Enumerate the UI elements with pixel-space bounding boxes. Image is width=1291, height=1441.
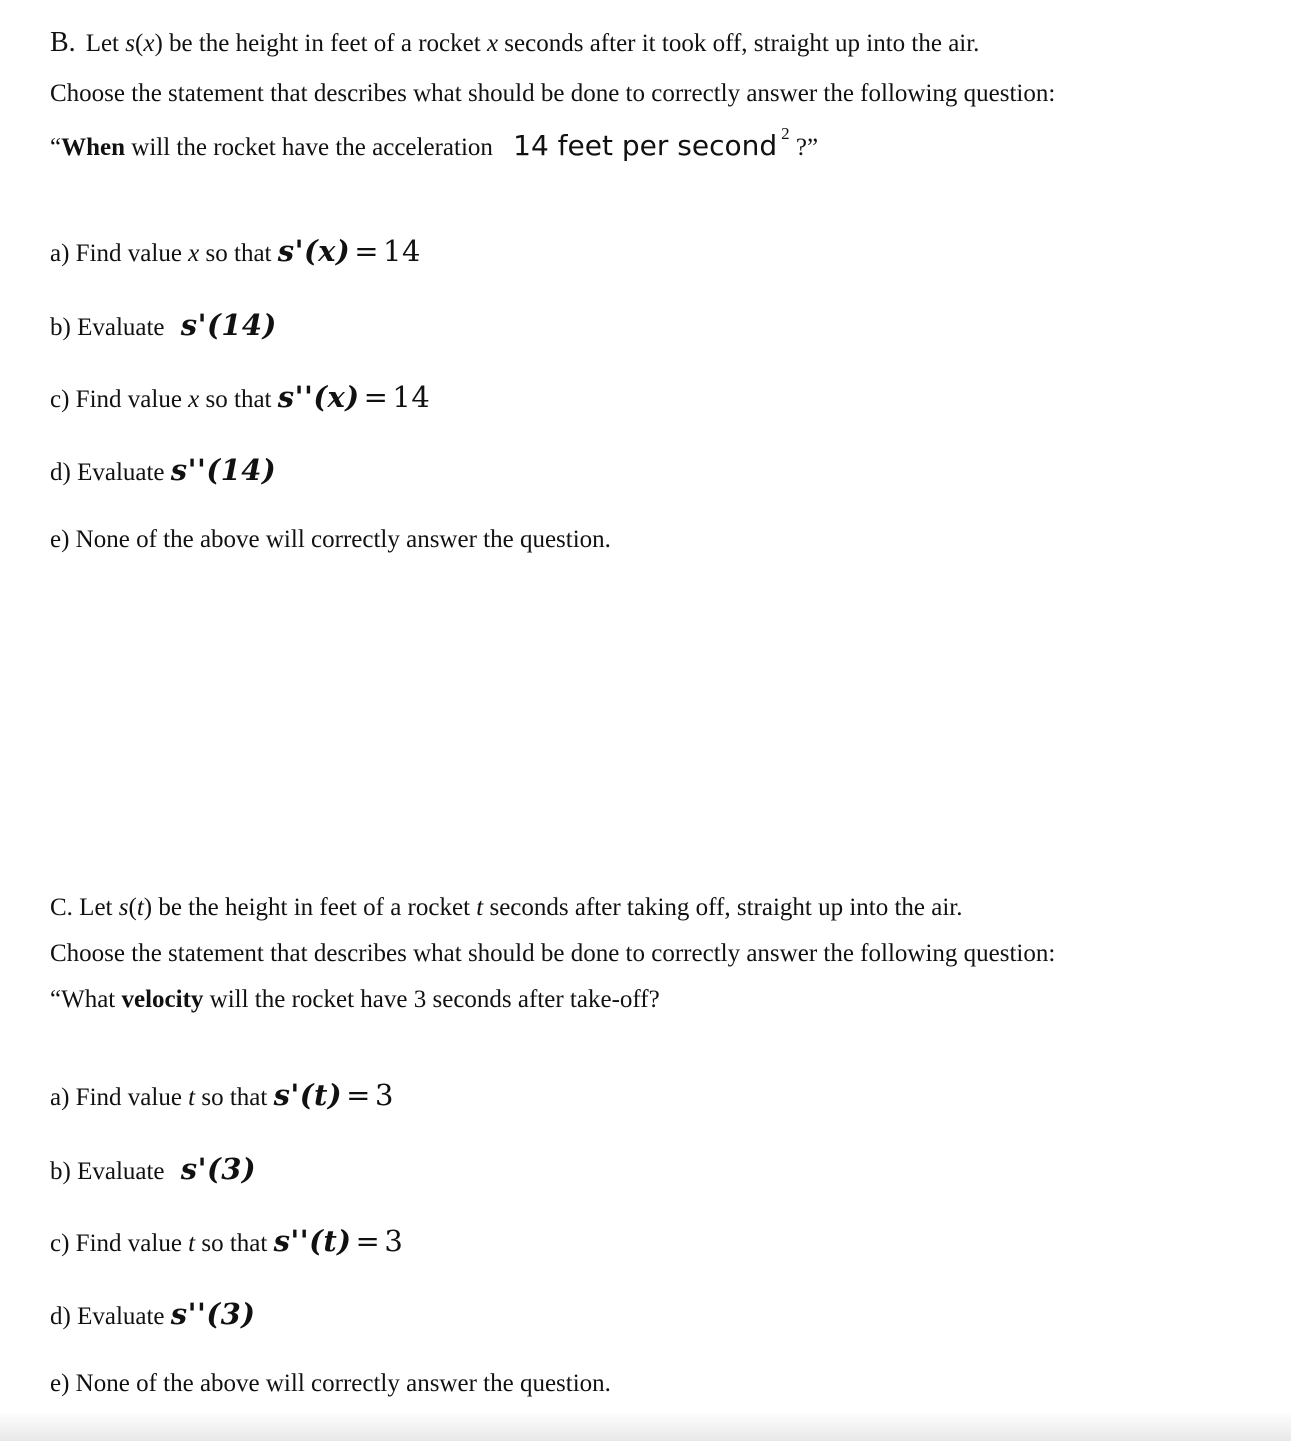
option-math: s'(3): [180, 1152, 257, 1186]
intro-text-3: ) be the height in feet of a rocket: [154, 30, 487, 57]
intro-var-2: x: [486, 30, 499, 57]
option-c-b: [50, 1154, 256, 1187]
option-var: t: [188, 1230, 196, 1257]
section-c-intro: [50, 893, 963, 923]
option-b-a: [50, 236, 421, 269]
option-mid: so that: [199, 240, 278, 267]
question-open: “What: [50, 986, 122, 1013]
question-bold: velocity: [121, 986, 204, 1013]
option-b-e: e) None of the above will correctly answer the question.: [50, 526, 611, 553]
intro-var: t: [136, 894, 144, 921]
option-c-a: [50, 1080, 394, 1113]
option-math: s''(14): [170, 453, 277, 487]
option-math: s'(14): [180, 308, 277, 342]
option-lead: a) Find value: [50, 240, 189, 267]
option-var: x: [188, 386, 200, 413]
section-c-question: [50, 985, 660, 1015]
option-lead: b) Evaluate: [50, 1158, 171, 1185]
option-lead: b) Evaluate: [50, 314, 171, 341]
intro-text-3: ) be the height in feet of a rocket: [143, 894, 477, 921]
option-math: s''(x) = 14: [277, 380, 431, 414]
option-b-d: [50, 455, 276, 488]
section-b-question: [50, 124, 819, 165]
option-lead: c) Find value: [50, 386, 189, 413]
section-b-label: B.: [50, 27, 76, 58]
question-rest: will the rocket have 3 seconds after take-off?: [203, 986, 660, 1013]
intro-text-1: Let: [85, 30, 126, 57]
option-math: s'(x) = 14: [277, 234, 421, 268]
question-exponent: 2: [781, 124, 790, 143]
question-unit: 14 feet per second: [513, 129, 778, 162]
question-bold: When: [61, 134, 126, 161]
option-lead: d) Evaluate: [50, 459, 171, 486]
page-bottom-shadow: [0, 1411, 1291, 1441]
section-c-instruction: Choose the statement that describes what should be done to correctly answer the following question:: [50, 940, 1056, 967]
option-mid: so that: [199, 386, 278, 413]
option-var: x: [188, 240, 200, 267]
option-lead: a) Find value: [50, 1084, 189, 1111]
question-open: “: [50, 134, 62, 161]
intro-text-4: seconds after taking off, straight up into the air.: [483, 894, 963, 921]
option-math: s''(t) = 3: [273, 1224, 404, 1258]
intro-func: s: [125, 30, 135, 57]
intro-func: s: [118, 894, 129, 921]
intro-text-2: (: [135, 30, 144, 57]
option-b-c: [50, 382, 430, 415]
option-c-c: [50, 1226, 403, 1259]
option-lead: d) Evaluate: [50, 1303, 171, 1330]
option-mid: so that: [195, 1084, 274, 1111]
section-b-intro: [50, 28, 979, 59]
option-var: t: [188, 1084, 196, 1111]
intro-text-2: (: [128, 894, 137, 921]
intro-text-4: seconds after it took off, straight up into the air.: [498, 30, 980, 57]
option-mid: so that: [195, 1230, 274, 1257]
section-b-instruction: Choose the statement that describes what should be done to correctly answer the following question:: [50, 80, 1056, 107]
intro-var: x: [143, 30, 155, 57]
option-math: s'(t) = 3: [273, 1078, 394, 1112]
intro-text-1: C. Let: [50, 894, 119, 921]
option-lead: c) Find value: [50, 1230, 189, 1257]
intro-var-2: t: [476, 894, 484, 921]
option-c-e: e) None of the above will correctly answer the question.: [50, 1370, 611, 1397]
option-math: s''(3): [170, 1297, 256, 1331]
option-c-d: [50, 1299, 256, 1332]
question-close: ?”: [789, 134, 819, 161]
option-b-b: [50, 310, 277, 343]
question-rest: will the rocket have the acceleration: [125, 134, 500, 161]
